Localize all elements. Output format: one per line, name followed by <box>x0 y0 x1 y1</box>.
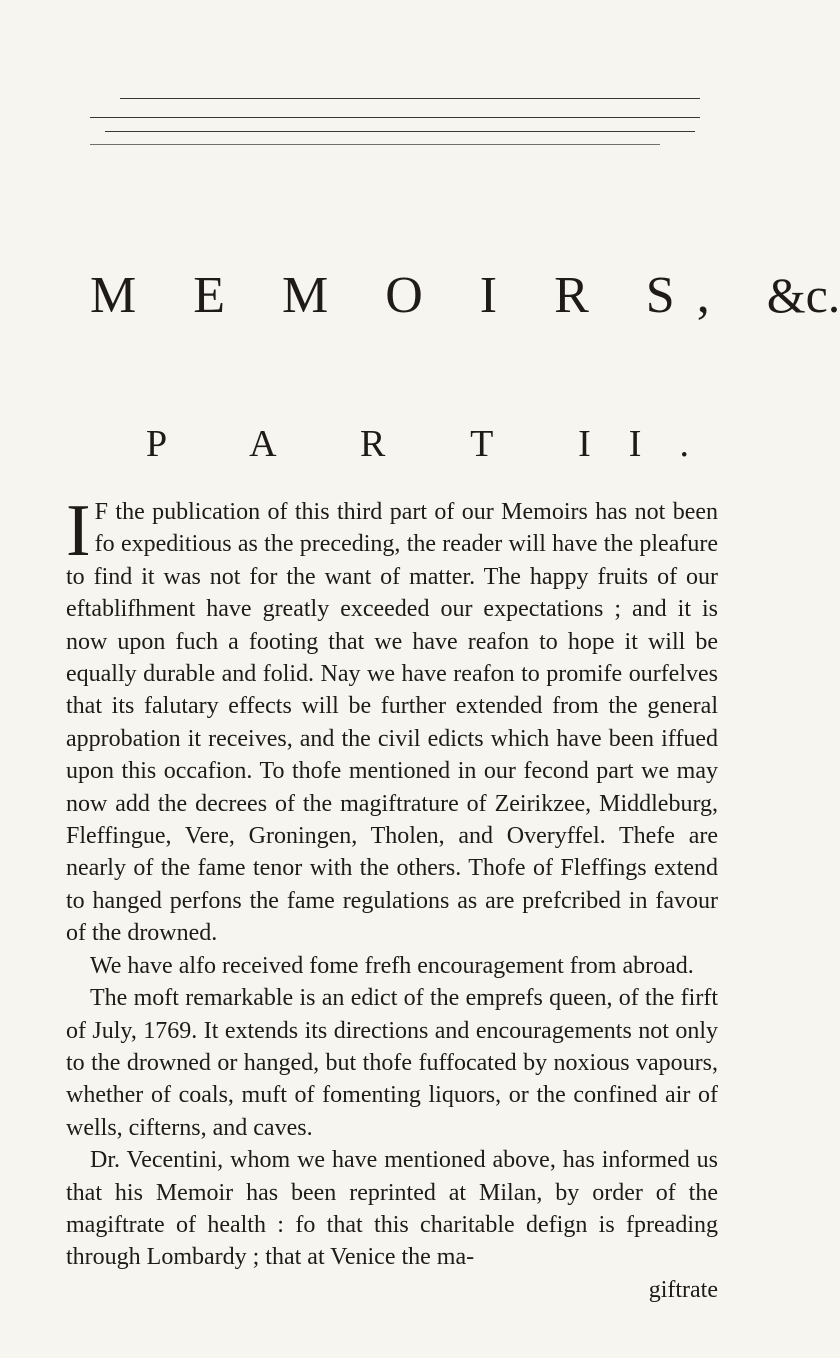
paragraph-3: The moft remarkable is an edict of the emprefs queen, of the firft of July, 1769. It extends its directions and encouragements not only to the drowned or hanged, but thofe fuffocated by noxious vapours, whether of coals, muft of fomenting liquors, or the confined air of wells, cifterns, and caves. <box>66 985 718 1141</box>
paragraph-4: Dr. Vecentini, whom we have mentioned above, has informed us that his Memoir has been reprinted at Milan, by order of the magiftrate of health : fo that this charitable defign is fpreading through Lombardy ; that at Venice the ma- <box>66 1147 718 1271</box>
catchword: giftrate <box>648 1276 718 1303</box>
part-heading: P A R T II. <box>146 423 727 465</box>
body-text <box>66 490 718 1306</box>
paragraph-1 <box>66 490 718 950</box>
page-title <box>90 267 840 324</box>
paragraph-1-text: F the publication of this third part of our Memoirs has not been fo expeditious as the preceding, the reader will have the pleafure to find it was not for the want of matter. The happy fruits of our eftablifhment have greatly exceeded our expectations ; and it is now upon fuch a footing that we have reafon to hope it will be equally durable and folid. Nay we have reafon to promife ourfelves that its falutary effects will be further extended from the general approbation it receives, and the civil edicts which have been iffued upon this occafion. To thofe mentioned in our fecond part we may now add the decrees of the magiftrature of Zeirikzee, Middleburg, Fleffingue, Vere, Groningen, Tholen, and Overyffel. Thefe are nearly of the fame tenor with the others. Thofe of Fleffings extend to hanged perfons the fame regulations as are prefcribed in favour of the drowned. <box>66 499 718 947</box>
printer-rule-double-lower <box>105 131 695 132</box>
page-title-suffix: &c. <box>766 267 840 323</box>
drop-cap: I <box>66 490 91 572</box>
printer-rule-top <box>120 98 700 99</box>
page-title-main: M E M O I R S, <box>90 267 732 324</box>
printer-rule-double-upper <box>90 117 700 118</box>
paragraph-2: We have alfo received fome frefh encouragement from abroad. <box>90 952 694 979</box>
printer-rule-thin <box>90 144 660 145</box>
